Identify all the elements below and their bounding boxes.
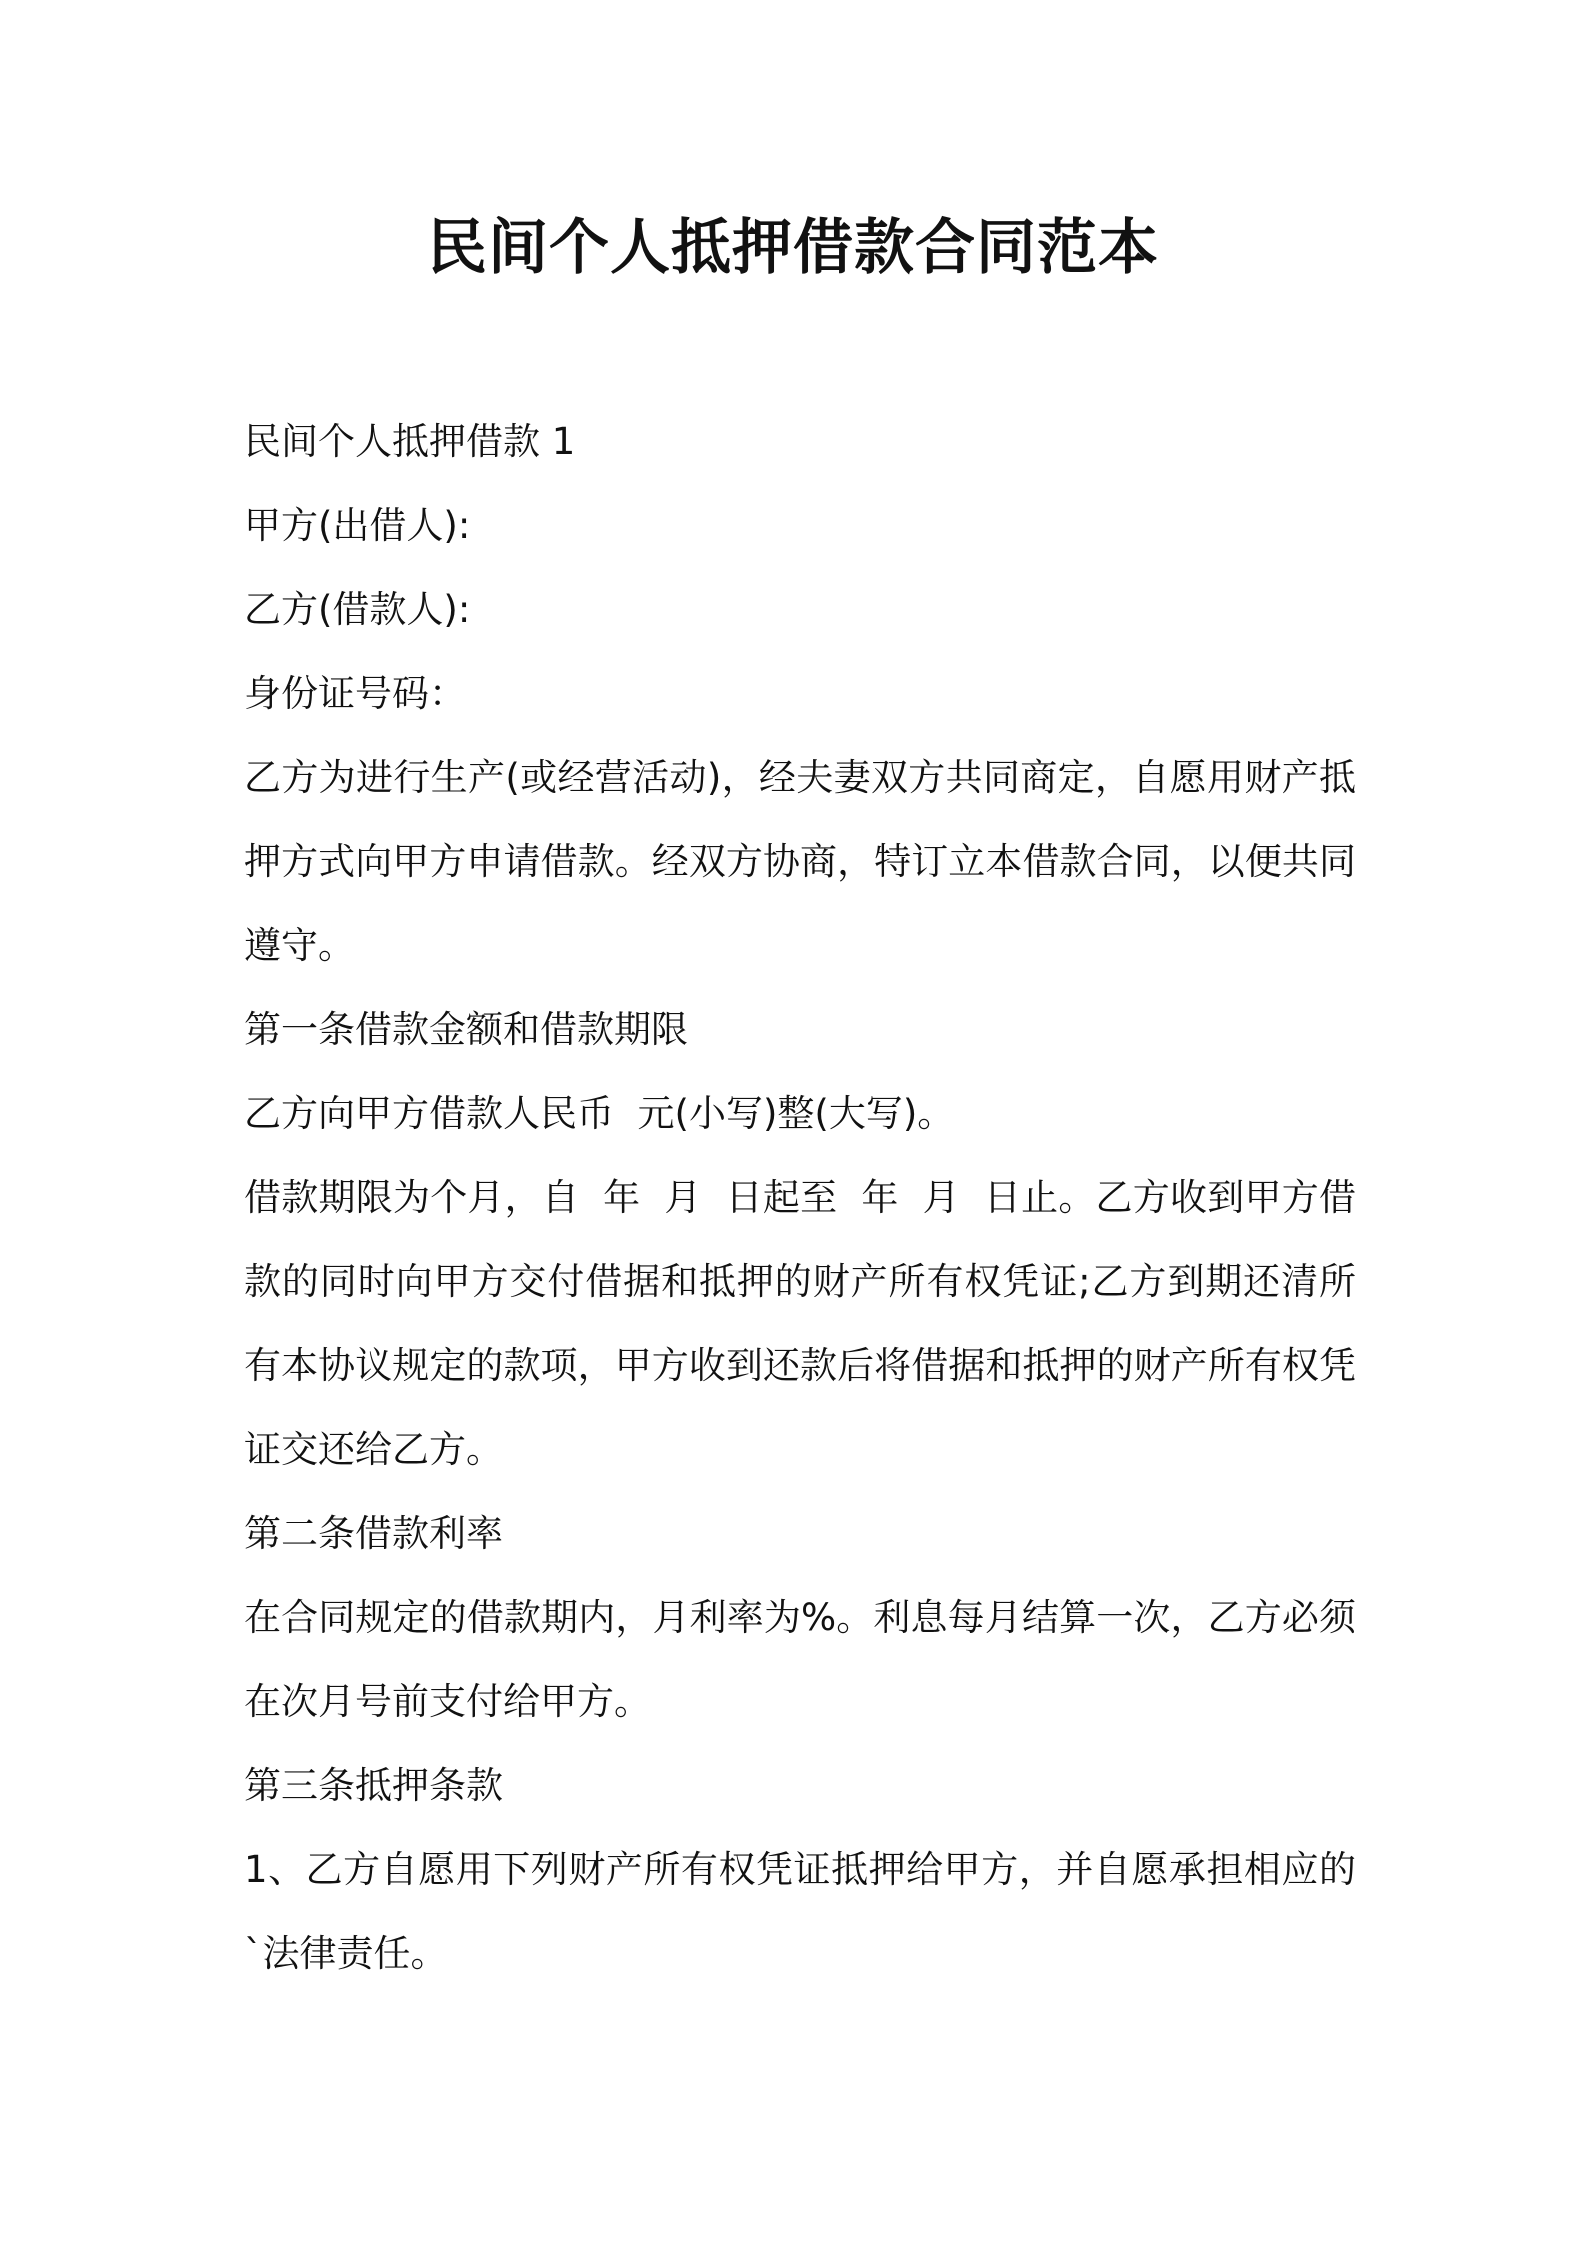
collateral-clause-paragraph: 1、乙方自愿用下列财产所有权凭证抵押给甲方，并自愿承担相应的`法律责任。: [244, 1848, 1356, 1975]
document-title: 民间个人抵押借款合同范本: [427, 213, 1159, 283]
article-2-heading: 第二条借款利率: [244, 1512, 503, 1555]
loan-amount-paragraph: 乙方向甲方借款人民币 元(小写)整(大写)。: [244, 1092, 955, 1135]
party-a-label: 甲方(出借人):: [244, 504, 471, 547]
party-b-label: 乙方(借款人):: [244, 588, 471, 631]
paragraph-heading-1: 民间个人抵押借款 1: [244, 420, 576, 463]
article-1-heading: 第一条借款金额和借款期限: [244, 1008, 688, 1051]
article-3-heading: 第三条抵押条款: [244, 1764, 503, 1807]
document-body: [244, 400, 1356, 1996]
id-number-label: 身份证号码：: [244, 672, 466, 715]
preamble-paragraph: 乙方为进行生产(或经营活动)，经夫妻双方共同商定，自愿用财产抵押方式向甲方申请借款。经双方协商，特订立本借款合同，以便共同遵守。: [244, 756, 1356, 967]
interest-rate-paragraph: 在合同规定的借款期内，月利率为%。利息每月结算一次，乙方必须在次月号前支付给甲方。: [244, 1596, 1356, 1723]
loan-term-paragraph: 借款期限为个月，自 年 月 日起至 年 月 日止。乙方收到甲方借款的同时向甲方交付借据和抵押的财产所有权凭证;乙方到期还清所有本协议规定的款项，甲方收到还款后将借据和抵押的财产所有权凭证交还给乙方。: [244, 1176, 1356, 1471]
